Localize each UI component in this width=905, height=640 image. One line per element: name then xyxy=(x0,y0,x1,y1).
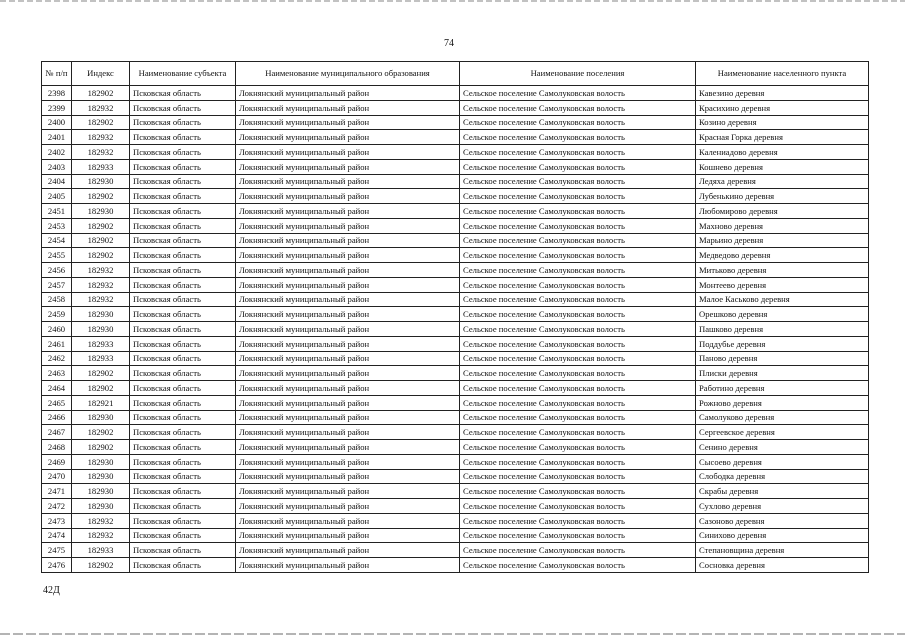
cell-municipality: Локнянский муниципальный район xyxy=(236,366,460,381)
cell-subject: Псковская область xyxy=(130,366,236,381)
cell-subject: Псковская область xyxy=(130,292,236,307)
cell-num: 2403 xyxy=(42,159,72,174)
cell-num: 2457 xyxy=(42,277,72,292)
cell-num: 2398 xyxy=(42,86,72,101)
cell-locality: Лубенькино деревня xyxy=(696,189,869,204)
cell-num: 2471 xyxy=(42,484,72,499)
cell-num: 2401 xyxy=(42,130,72,145)
cell-settlement: Сельское поселение Самолуковская волость xyxy=(460,115,696,130)
cell-locality: Сазоново деревня xyxy=(696,513,869,528)
cell-locality: Кошнево деревня xyxy=(696,159,869,174)
cell-num: 2472 xyxy=(42,499,72,514)
cell-municipality: Локнянский муниципальный район xyxy=(236,410,460,425)
table-row xyxy=(42,513,869,528)
cell-index: 182932 xyxy=(72,513,130,528)
cell-municipality: Локнянский муниципальный район xyxy=(236,248,460,263)
cell-locality: Калениaдово деревня xyxy=(696,145,869,160)
cell-subject: Псковская область xyxy=(130,484,236,499)
cell-subject: Псковская область xyxy=(130,307,236,322)
cell-num: 2465 xyxy=(42,395,72,410)
cell-municipality: Локнянский муниципальный район xyxy=(236,381,460,396)
cell-locality: Монтеево деревня xyxy=(696,277,869,292)
cell-municipality: Локнянский муниципальный район xyxy=(236,336,460,351)
cell-subject: Псковская область xyxy=(130,395,236,410)
cell-index: 182902 xyxy=(72,86,130,101)
cell-settlement: Сельское поселение Самолуковская волость xyxy=(460,499,696,514)
cell-index: 182921 xyxy=(72,395,130,410)
scan-edge-top xyxy=(0,0,905,2)
cell-municipality: Локнянский муниципальный район xyxy=(236,469,460,484)
cell-settlement: Сельское поселение Самолуковская волость xyxy=(460,248,696,263)
cell-subject: Псковская область xyxy=(130,159,236,174)
cell-settlement: Сельское поселение Самолуковская волость xyxy=(460,100,696,115)
cell-index: 182932 xyxy=(72,130,130,145)
table-body xyxy=(42,86,869,573)
footer-code: 42Д xyxy=(43,585,60,596)
cell-settlement: Сельское поселение Самолуковская волость xyxy=(460,145,696,160)
cell-index: 182930 xyxy=(72,410,130,425)
cell-num: 2400 xyxy=(42,115,72,130)
cell-subject: Псковская область xyxy=(130,454,236,469)
cell-locality: Работино деревня xyxy=(696,381,869,396)
table-row xyxy=(42,204,869,219)
cell-municipality: Локнянский муниципальный район xyxy=(236,528,460,543)
cell-index: 182933 xyxy=(72,336,130,351)
table-row xyxy=(42,189,869,204)
cell-subject: Псковская область xyxy=(130,543,236,558)
table-row xyxy=(42,336,869,351)
cell-index: 182902 xyxy=(72,189,130,204)
cell-subject: Псковская область xyxy=(130,336,236,351)
table-row xyxy=(42,543,869,558)
cell-index: 182902 xyxy=(72,425,130,440)
cell-subject: Псковская область xyxy=(130,322,236,337)
cell-locality: Плиски деревня xyxy=(696,366,869,381)
table-row xyxy=(42,159,869,174)
cell-locality: Скрабы деревня xyxy=(696,484,869,499)
header-settlement: Наименование поселения xyxy=(460,62,696,86)
cell-locality: Красихино деревня xyxy=(696,100,869,115)
table-row xyxy=(42,292,869,307)
header-index: Индекс xyxy=(72,62,130,86)
table-row xyxy=(42,395,869,410)
cell-settlement: Сельское поселение Самолуковская волость xyxy=(460,277,696,292)
cell-locality: Медведово деревня xyxy=(696,248,869,263)
cell-index: 182902 xyxy=(72,440,130,455)
cell-locality: Козино деревня xyxy=(696,115,869,130)
cell-subject: Псковская область xyxy=(130,248,236,263)
table-row xyxy=(42,115,869,130)
cell-locality: Поддубье деревня xyxy=(696,336,869,351)
cell-index: 182930 xyxy=(72,307,130,322)
cell-index: 182932 xyxy=(72,145,130,160)
cell-index: 182902 xyxy=(72,366,130,381)
cell-settlement: Сельское поселение Самолуковская волость xyxy=(460,558,696,573)
cell-locality: Самолуково деревня xyxy=(696,410,869,425)
cell-settlement: Сельское поселение Самолуковская волость xyxy=(460,218,696,233)
cell-index: 182932 xyxy=(72,528,130,543)
cell-index: 182932 xyxy=(72,100,130,115)
cell-subject: Псковская область xyxy=(130,513,236,528)
cell-locality: Слободка деревня xyxy=(696,469,869,484)
cell-municipality: Локнянский муниципальный район xyxy=(236,395,460,410)
cell-locality: Орешково деревня xyxy=(696,307,869,322)
cell-municipality: Локнянский муниципальный район xyxy=(236,307,460,322)
cell-settlement: Сельское поселение Самолуковская волость xyxy=(460,469,696,484)
table-row xyxy=(42,528,869,543)
table-row xyxy=(42,86,869,101)
cell-index: 182930 xyxy=(72,484,130,499)
cell-subject: Псковская область xyxy=(130,410,236,425)
cell-settlement: Сельское поселение Самолуковская волость xyxy=(460,233,696,248)
cell-settlement: Сельское поселение Самолуковская волость xyxy=(460,454,696,469)
cell-settlement: Сельское поселение Самолуковская волость xyxy=(460,543,696,558)
cell-municipality: Локнянский муниципальный район xyxy=(236,277,460,292)
cell-num: 2458 xyxy=(42,292,72,307)
cell-subject: Псковская область xyxy=(130,381,236,396)
table-row xyxy=(42,145,869,160)
cell-index: 182933 xyxy=(72,159,130,174)
cell-municipality: Локнянский муниципальный район xyxy=(236,454,460,469)
cell-locality: Рожново деревня xyxy=(696,395,869,410)
header-locality: Наименование населенного пункта xyxy=(696,62,869,86)
table-row xyxy=(42,454,869,469)
cell-locality: Синихово деревня xyxy=(696,528,869,543)
page-number: 74 xyxy=(444,38,454,49)
table-row xyxy=(42,499,869,514)
cell-municipality: Локнянский муниципальный район xyxy=(236,204,460,219)
cell-settlement: Сельское поселение Самолуковская волость xyxy=(460,263,696,278)
cell-locality: Сухлово деревня xyxy=(696,499,869,514)
cell-num: 2455 xyxy=(42,248,72,263)
cell-municipality: Локнянский муниципальный район xyxy=(236,499,460,514)
cell-subject: Псковская область xyxy=(130,218,236,233)
table-row xyxy=(42,307,869,322)
cell-subject: Псковская область xyxy=(130,528,236,543)
cell-settlement: Сельское поселение Самолуковская волость xyxy=(460,174,696,189)
table-row xyxy=(42,484,869,499)
header-subject: Наименование субъекта xyxy=(130,62,236,86)
scan-edge-bottom xyxy=(0,633,905,635)
table-row xyxy=(42,440,869,455)
cell-index: 182932 xyxy=(72,292,130,307)
cell-settlement: Сельское поселение Самолуковская волость xyxy=(460,440,696,455)
cell-subject: Псковская область xyxy=(130,100,236,115)
cell-num: 2459 xyxy=(42,307,72,322)
table-row xyxy=(42,366,869,381)
cell-municipality: Локнянский муниципальный район xyxy=(236,425,460,440)
cell-subject: Псковская область xyxy=(130,499,236,514)
cell-subject: Псковская область xyxy=(130,174,236,189)
header-municipality: Наименование муниципального образования xyxy=(236,62,460,86)
table-row xyxy=(42,218,869,233)
cell-settlement: Сельское поселение Самолуковская волость xyxy=(460,86,696,101)
cell-locality: Малое Каськово деревня xyxy=(696,292,869,307)
cell-locality: Ледяха деревня xyxy=(696,174,869,189)
cell-num: 2462 xyxy=(42,351,72,366)
cell-locality: Паново деревня xyxy=(696,351,869,366)
cell-locality: Любомирово деревня xyxy=(696,204,869,219)
cell-settlement: Сельское поселение Самолуковская волость xyxy=(460,366,696,381)
cell-municipality: Локнянский муниципальный район xyxy=(236,189,460,204)
cell-index: 182930 xyxy=(72,454,130,469)
cell-subject: Псковская область xyxy=(130,263,236,278)
cell-subject: Псковская область xyxy=(130,204,236,219)
settlements-table xyxy=(41,61,869,573)
cell-num: 2470 xyxy=(42,469,72,484)
cell-settlement: Сельское поселение Самолуковская волость xyxy=(460,381,696,396)
cell-settlement: Сельское поселение Самолуковская волость xyxy=(460,528,696,543)
cell-municipality: Локнянский муниципальный район xyxy=(236,115,460,130)
cell-municipality: Локнянский муниципальный район xyxy=(236,86,460,101)
cell-subject: Псковская область xyxy=(130,145,236,160)
cell-settlement: Сельское поселение Самолуковская волость xyxy=(460,189,696,204)
cell-index: 182930 xyxy=(72,469,130,484)
cell-municipality: Локнянский муниципальный район xyxy=(236,292,460,307)
cell-settlement: Сельское поселение Самолуковская волость xyxy=(460,336,696,351)
cell-index: 182933 xyxy=(72,543,130,558)
cell-index: 182902 xyxy=(72,115,130,130)
cell-index: 182933 xyxy=(72,351,130,366)
cell-num: 2402 xyxy=(42,145,72,160)
cell-num: 2454 xyxy=(42,233,72,248)
cell-locality: Сенино деревня xyxy=(696,440,869,455)
cell-settlement: Сельское поселение Самолуковская волость xyxy=(460,395,696,410)
cell-municipality: Локнянский муниципальный район xyxy=(236,145,460,160)
cell-subject: Псковская область xyxy=(130,277,236,292)
cell-subject: Псковская область xyxy=(130,425,236,440)
cell-num: 2405 xyxy=(42,189,72,204)
cell-index: 182902 xyxy=(72,558,130,573)
cell-index: 182930 xyxy=(72,499,130,514)
table-row xyxy=(42,277,869,292)
cell-num: 2460 xyxy=(42,322,72,337)
header-row xyxy=(42,62,869,86)
cell-municipality: Локнянский муниципальный район xyxy=(236,174,460,189)
cell-num: 2466 xyxy=(42,410,72,425)
cell-num: 2476 xyxy=(42,558,72,573)
cell-num: 2464 xyxy=(42,381,72,396)
cell-locality: Сысоево деревня xyxy=(696,454,869,469)
cell-locality: Сосновка деревня xyxy=(696,558,869,573)
table-row xyxy=(42,351,869,366)
table-row xyxy=(42,248,869,263)
cell-index: 182932 xyxy=(72,277,130,292)
cell-num: 2451 xyxy=(42,204,72,219)
cell-index: 182930 xyxy=(72,322,130,337)
cell-municipality: Локнянский муниципальный район xyxy=(236,130,460,145)
cell-municipality: Локнянский муниципальный район xyxy=(236,543,460,558)
cell-locality: Красная Горка деревня xyxy=(696,130,869,145)
cell-settlement: Сельское поселение Самолуковская волость xyxy=(460,130,696,145)
cell-index: 182902 xyxy=(72,381,130,396)
cell-num: 2463 xyxy=(42,366,72,381)
cell-municipality: Локнянский муниципальный район xyxy=(236,100,460,115)
cell-index: 182902 xyxy=(72,218,130,233)
cell-num: 2475 xyxy=(42,543,72,558)
cell-locality: Степановщина деревня xyxy=(696,543,869,558)
cell-num: 2399 xyxy=(42,100,72,115)
cell-municipality: Локнянский муниципальный район xyxy=(236,218,460,233)
cell-subject: Псковская область xyxy=(130,86,236,101)
cell-municipality: Локнянский муниципальный район xyxy=(236,513,460,528)
table-row xyxy=(42,469,869,484)
cell-num: 2456 xyxy=(42,263,72,278)
cell-municipality: Локнянский муниципальный район xyxy=(236,159,460,174)
table-row xyxy=(42,322,869,337)
table-row xyxy=(42,425,869,440)
cell-index: 182932 xyxy=(72,263,130,278)
cell-subject: Псковская область xyxy=(130,130,236,145)
cell-num: 2468 xyxy=(42,440,72,455)
cell-municipality: Локнянский муниципальный район xyxy=(236,233,460,248)
cell-subject: Псковская область xyxy=(130,189,236,204)
table-row xyxy=(42,233,869,248)
cell-subject: Псковская область xyxy=(130,558,236,573)
cell-num: 2473 xyxy=(42,513,72,528)
cell-index: 182930 xyxy=(72,204,130,219)
cell-settlement: Сельское поселение Самолуковская волость xyxy=(460,425,696,440)
cell-locality: Пашково деревня xyxy=(696,322,869,337)
table-row xyxy=(42,100,869,115)
cell-subject: Псковская область xyxy=(130,469,236,484)
cell-num: 2461 xyxy=(42,336,72,351)
cell-subject: Псковская область xyxy=(130,233,236,248)
cell-num: 2453 xyxy=(42,218,72,233)
cell-settlement: Сельское поселение Самолуковская волость xyxy=(460,292,696,307)
cell-settlement: Сельское поселение Самолуковская волость xyxy=(460,159,696,174)
cell-subject: Псковская область xyxy=(130,351,236,366)
cell-settlement: Сельское поселение Самолуковская волость xyxy=(460,484,696,499)
table-row xyxy=(42,381,869,396)
cell-municipality: Локнянский муниципальный район xyxy=(236,558,460,573)
cell-num: 2474 xyxy=(42,528,72,543)
cell-settlement: Сельское поселение Самолуковская волость xyxy=(460,513,696,528)
cell-num: 2469 xyxy=(42,454,72,469)
cell-municipality: Локнянский муниципальный район xyxy=(236,322,460,337)
table-row xyxy=(42,558,869,573)
cell-index: 182930 xyxy=(72,174,130,189)
table-row xyxy=(42,263,869,278)
cell-subject: Псковская область xyxy=(130,115,236,130)
cell-settlement: Сельское поселение Самолуковская волость xyxy=(460,204,696,219)
cell-settlement: Сельское поселение Самолуковская волость xyxy=(460,351,696,366)
cell-locality: Махново деревня xyxy=(696,218,869,233)
table-row xyxy=(42,130,869,145)
table-row xyxy=(42,410,869,425)
cell-num: 2467 xyxy=(42,425,72,440)
cell-index: 182902 xyxy=(72,233,130,248)
cell-num: 2404 xyxy=(42,174,72,189)
cell-municipality: Локнянский муниципальный район xyxy=(236,351,460,366)
table-row xyxy=(42,174,869,189)
header-num: № п/п xyxy=(42,62,72,86)
cell-locality: Сергеевское деревня xyxy=(696,425,869,440)
cell-index: 182902 xyxy=(72,248,130,263)
cell-settlement: Сельское поселение Самолуковская волость xyxy=(460,410,696,425)
cell-municipality: Локнянский муниципальный район xyxy=(236,440,460,455)
table-header xyxy=(42,62,869,86)
cell-municipality: Локнянский муниципальный район xyxy=(236,484,460,499)
cell-settlement: Сельское поселение Самолуковская волость xyxy=(460,322,696,337)
cell-locality: Марьино деревня xyxy=(696,233,869,248)
cell-settlement: Сельское поселение Самолуковская волость xyxy=(460,307,696,322)
cell-locality: Кавезино деревня xyxy=(696,86,869,101)
cell-locality: Митьково деревня xyxy=(696,263,869,278)
cell-subject: Псковская область xyxy=(130,440,236,455)
cell-municipality: Локнянский муниципальный район xyxy=(236,263,460,278)
